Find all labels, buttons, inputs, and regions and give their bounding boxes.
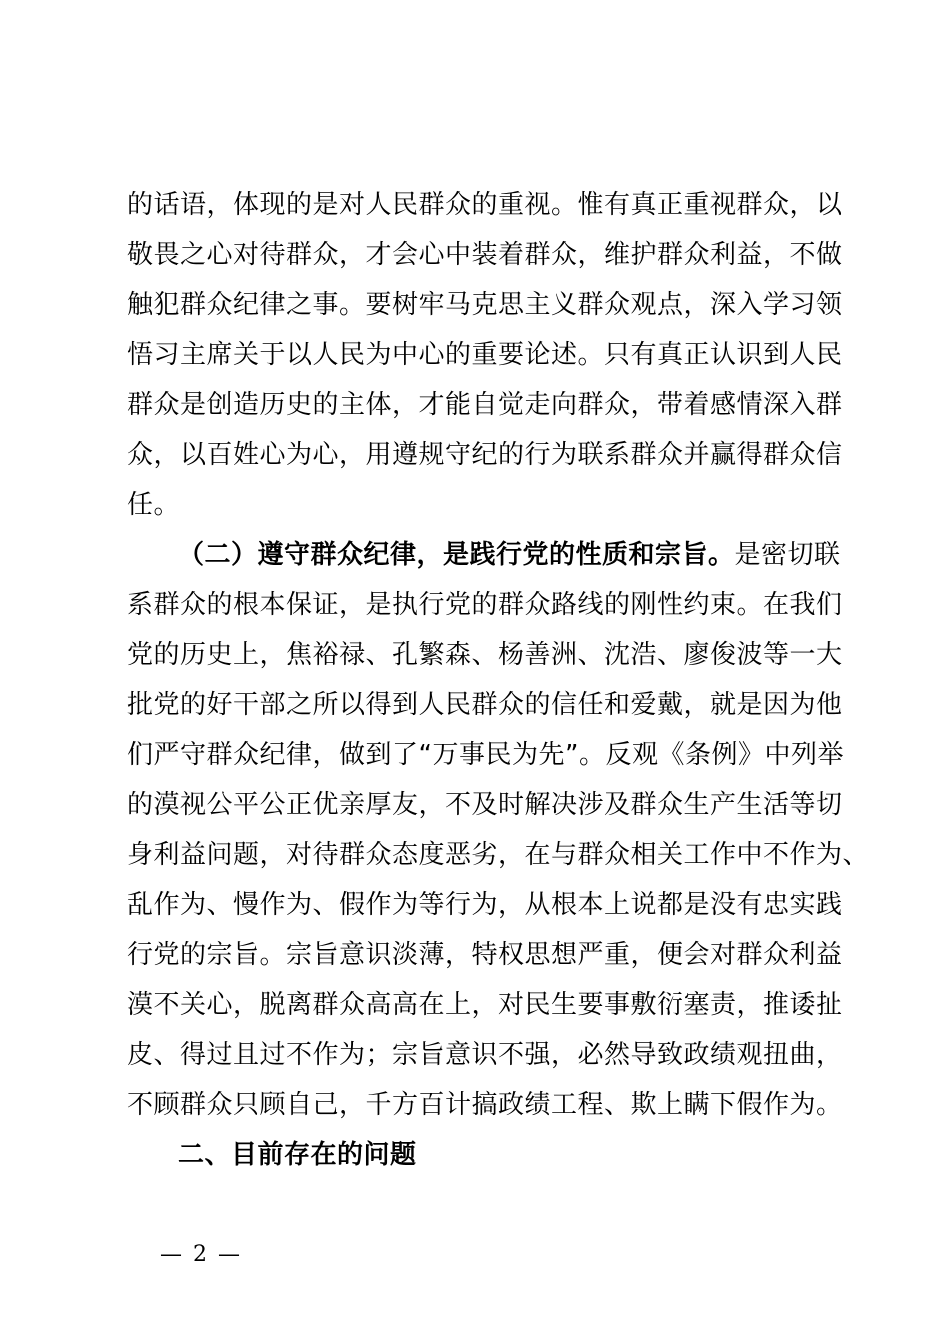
paragraph-line: 系群众的根本保证，是执行党的群众路线的刚性约束。在我们 [127,590,843,620]
paragraph-line: 任。 [127,490,181,520]
paragraph-line: 群众是创造历史的主体，才能自觉走向群众，带着感情深入群 [127,390,843,420]
paragraph-line: 不顾群众只顾自己，千方百计搞政绩工程、欺上瞒下假作为。 [127,1090,843,1120]
paragraph-line: 敬畏之心对待群众，才会心中装着群众，维护群众利益，不做 [127,240,843,270]
paragraph-line: 乱作为、慢作为、假作为等行为，从根本上说都是没有忠实践 [127,890,843,920]
paragraph-line: 批党的好干部之所以得到人民群众的信任和爱戴，就是因为他 [127,690,843,720]
paragraph-line: 党的历史上，焦裕禄、孔繁森、杨善洲、沈浩、廖俊波等一大 [127,640,843,670]
paragraph-line: 众，以百姓心为心，用遵规守纪的行为联系群众并赢得群众信 [127,440,843,470]
paragraph-line: 触犯群众纪律之事。要树牢马克思主义群众观点，深入学习领 [127,290,843,320]
paragraph-line: 皮、得过且过不作为；宗旨意识不强，必然导致政绩观扭曲， [127,1040,843,1070]
section-heading-rest: 是密切联 [734,540,841,570]
section-heading-line [178,539,898,571]
part-heading: 二、目前存在的问题 [178,1140,417,1170]
paragraph-line: 的话语，体现的是对人民群众的重视。惟有真正重视群众，以 [127,190,843,220]
section-heading-bold: （二）遵守群众纪律，是践行党的性质和宗旨。 [178,540,735,570]
paragraph-line: 漠不关心，脱离群众高高在上，对民生要事敷衍塞责，推诿扯 [127,990,843,1020]
paragraph-line: 们严守群众纪律，做到了“万事民为先”。反观《条例》中列举 [127,740,844,770]
paragraph-line: 身利益问题，对待群众态度恶劣，在与群众相关工作中不作为、 [127,840,870,870]
paragraph-line: 悟习主席关于以人民为中心的重要论述。只有真正认识到人民 [127,340,843,370]
paragraph-line: 行党的宗旨。宗旨意识淡薄，特权思想严重，便会对群众利益 [127,940,843,970]
paragraph-line: 的漠视公平公正优亲厚友，不及时解决涉及群众生产生活等切 [127,790,843,820]
page-number: — 2 — [160,1242,242,1267]
